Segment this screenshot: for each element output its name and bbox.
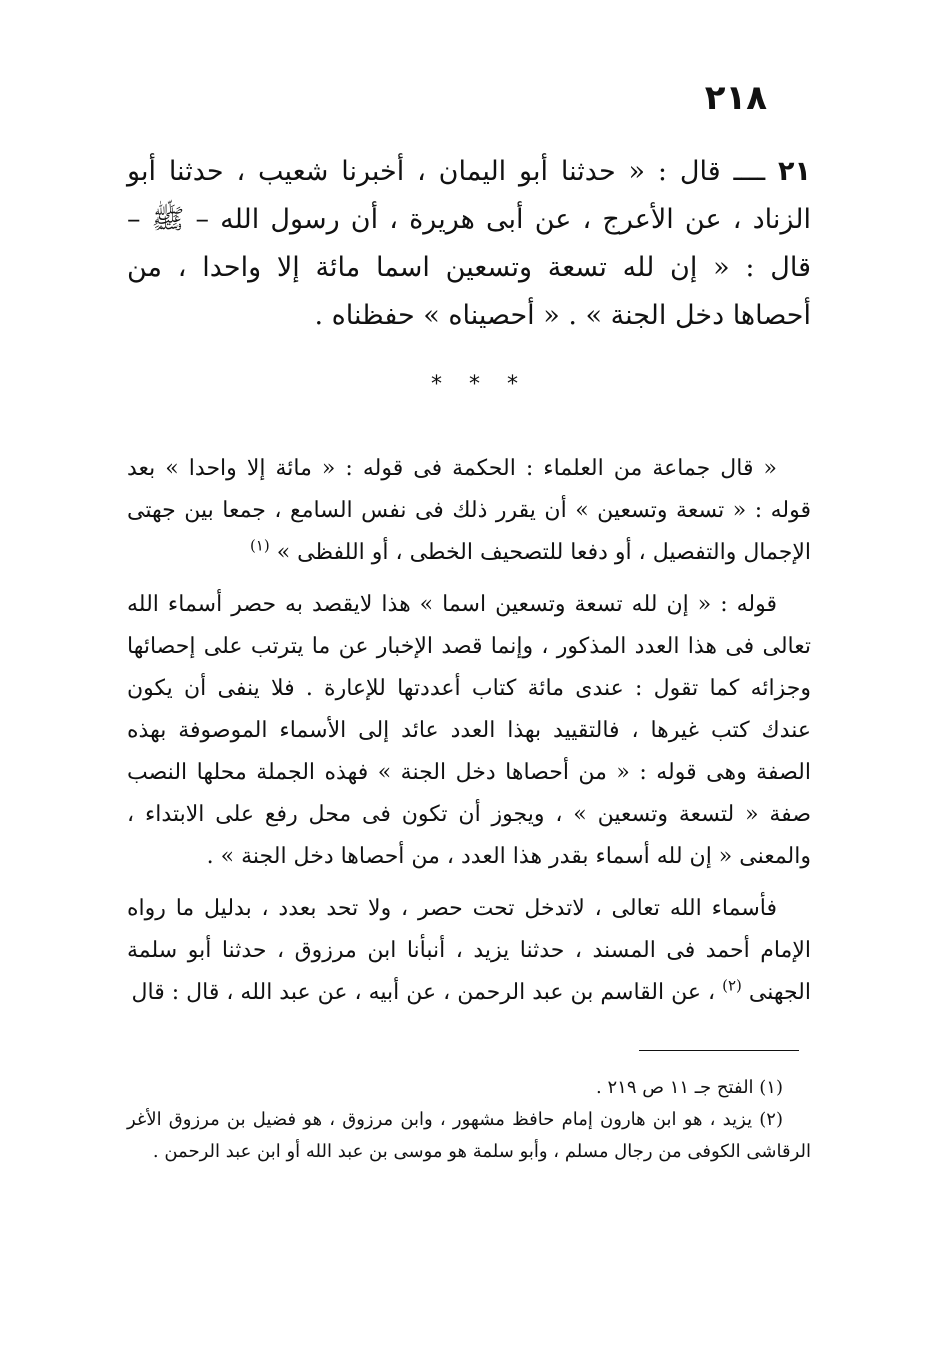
footnote: (٢) يزيد ، هو ابن هارون إمام حافظ مشهور ، وابن مرزوق ، هو فضيل بن مرزوق الأغر الرقاشى الكوفى من رجال مسلم ، وأبو سلمة هو موسى بن عبد الله أو ابن عبد الرحمن . — [127, 1109, 811, 1162]
footnotes-block — [127, 1072, 811, 1168]
hadith-text: قال : « حدثنا أبو اليمان ، أخبرنا شعيب ، حدثنا أبو الزناد ، عن الأعرج ، عن أبى هريرة ، أن رسول الله – ﷺ – قال : « إن لله تسعة وتسعين اسما مائة إلا واحدا ، من أحصاها دخل الجنة » . « أحصيناه » حفظناه . — [127, 156, 811, 331]
commentary-paragraph — [127, 448, 811, 574]
footnote-reference: (٢) — [722, 976, 742, 995]
section-separator: * * * — [431, 372, 528, 397]
paragraph-text: فأسماء الله تعالى ، لاتدخل تحت حصر ، ولا تحد بعدد ، بدليل ما رواه الإمام أحمد فى المسند ، حدثنا يزيد ، أنبأنا ابن مرزوق ، حدثنا أبو سلمة الجهنى — [127, 896, 811, 1005]
commentary-paragraph — [127, 584, 811, 878]
hadith-block — [127, 148, 811, 340]
paragraph-text: « قال جماعة من العلماء : الحكمة فى قوله : « مائة إلا واحدا » بعد قوله : « تسعة وتسعين » أن يقرر ذلك فى نفس السامع ، جمعا بين جهتى الإجمال والتفصيل ، أو دفعا للتصحيف الخطى ، أو اللفظى » — [127, 456, 811, 565]
footnote-divider — [639, 1050, 799, 1051]
commentary-block — [127, 448, 811, 1024]
footnote-reference: (١) — [249, 536, 270, 555]
footnote: (١) الفتح جـ ١١ ص ٢١٩ . — [596, 1077, 783, 1098]
hadith-dash: ــــ — [733, 156, 766, 187]
paragraph-text: قوله : « إن لله تسعة وتسعين اسما » هذا لايقصد به حصر أسماء الله تعالى فى هذا العدد المذكور ، وإنما قصد الإخبار عن ما يترتب على إحصائها وجزائه كما تقول : عندى مائة كتاب أعددتها للإعارة . فلا ينفى أن يكون عندك كتب غيرها ، فالتقييد بهذا العدد عائد إلى الأسماء الموصوفة بهذه الصفة وهى قوله : « من أحصاها دخل الجنة » فهذه الجملة محلها النصب صفة « لتسعة وتسعين » ، ويجوز أن تكون فى محل رفع على الابتداء ، والمعنى « إن لله أسماء بقدر هذا العدد ، من أحصاها دخل الجنة » . — [127, 592, 812, 869]
page-number: ٢١٨ — [704, 78, 767, 118]
hadith-number: ٢١ — [778, 156, 811, 187]
commentary-paragraph — [127, 888, 811, 1014]
paragraph-text: ، عن القاسم بن عبد الرحمن ، عن أبيه ، عن عبد الله ، قال : قال — [131, 980, 716, 1005]
